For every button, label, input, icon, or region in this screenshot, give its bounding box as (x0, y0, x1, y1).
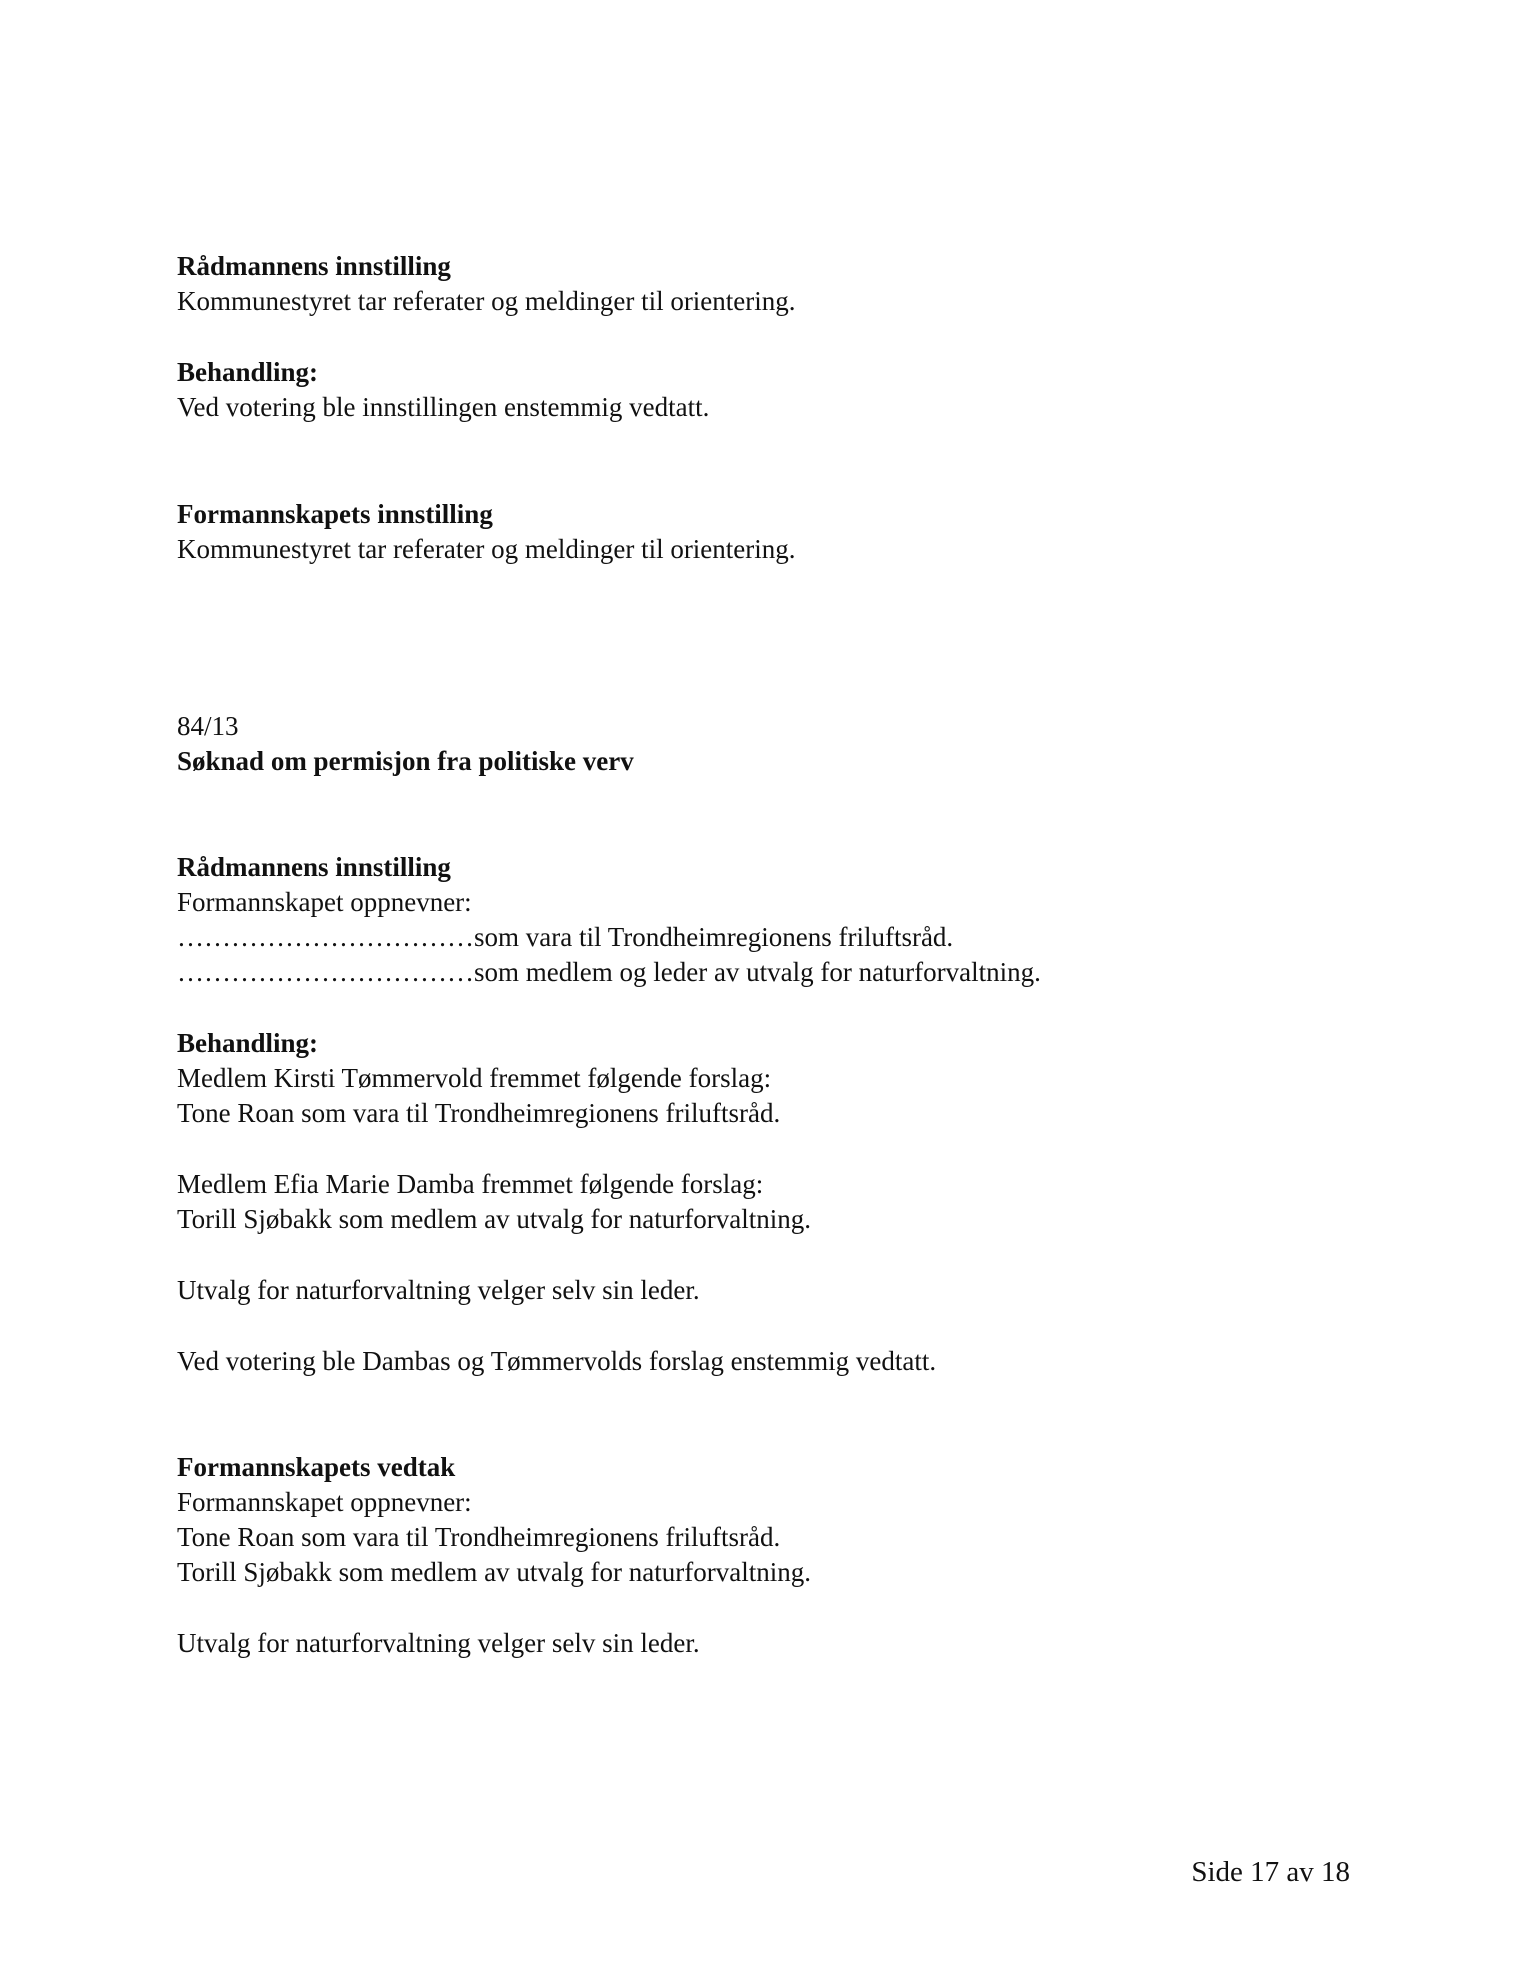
paragraph: Formannskapet oppnevner: (177, 887, 472, 917)
paragraph: ……………………………som vara til Trondheimregionens friluftsråd. (177, 922, 954, 952)
section-heading: Rådmannens innstilling (177, 251, 451, 281)
paragraph: Ved votering ble innstillingen enstemmig vedtatt. (177, 392, 710, 422)
paragraph: Utvalg for naturforvaltning velger selv sin leder. (177, 1628, 700, 1658)
paragraph: Tone Roan som vara til Trondheimregionens friluftsråd. (177, 1522, 781, 1552)
paragraph: Ved votering ble Dambas og Tømmervolds forslag enstemmig vedtatt. (177, 1346, 937, 1376)
paragraph: Tone Roan som vara til Trondheimregionens friluftsråd. (177, 1098, 781, 1128)
paragraph: Torill Sjøbakk som medlem av utvalg for naturforvaltning. (177, 1557, 811, 1587)
paragraph: Kommunestyret tar referater og meldinger til orientering. (177, 534, 796, 564)
paragraph: Formannskapet oppnevner: (177, 1487, 472, 1517)
section-heading: Formannskapets vedtak (177, 1452, 456, 1482)
page-number: Side 17 av 18 (1191, 1856, 1350, 1888)
case-title: Søknad om permisjon fra politiske verv (177, 746, 634, 776)
section-heading: Formannskapets innstilling (177, 499, 493, 529)
section-heading: Behandling: (177, 357, 319, 387)
paragraph: Medlem Kirsti Tømmervold fremmet følgende forslag: (177, 1063, 772, 1093)
paragraph: Utvalg for naturforvaltning velger selv sin leder. (177, 1275, 700, 1305)
paragraph: ……………………………som medlem og leder av utvalg for naturforvaltning. (177, 957, 1041, 987)
paragraph: Torill Sjøbakk som medlem av utvalg for naturforvaltning. (177, 1204, 811, 1234)
case-number: 84/13 (177, 711, 239, 741)
section-heading: Behandling: (177, 1028, 319, 1058)
paragraph: Kommunestyret tar referater og meldinger til orientering. (177, 286, 796, 316)
paragraph: Medlem Efia Marie Damba fremmet følgende forslag: (177, 1169, 764, 1199)
section-heading: Rådmannens innstilling (177, 852, 451, 882)
